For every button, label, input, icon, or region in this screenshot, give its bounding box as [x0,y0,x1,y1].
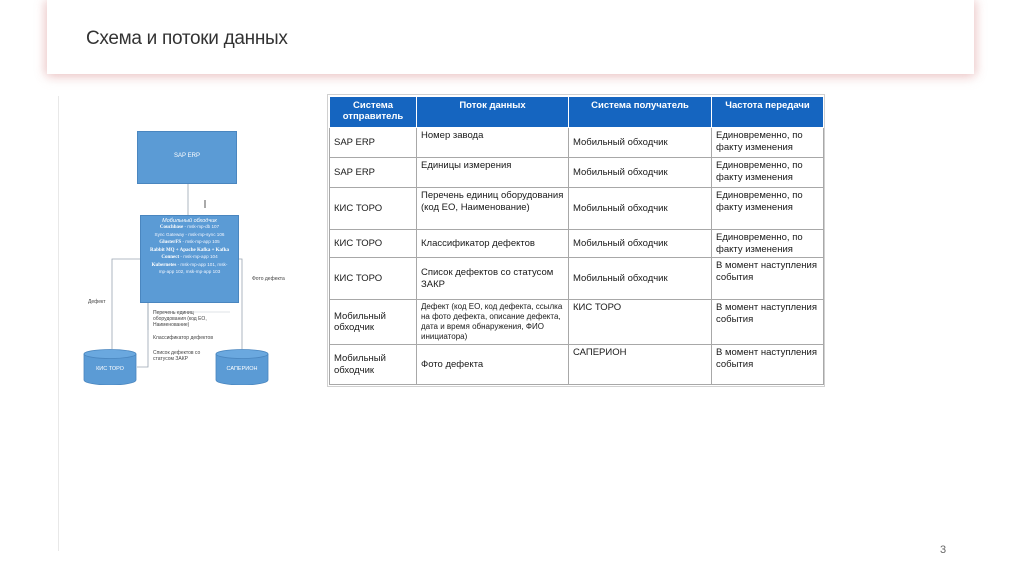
mobile-walker-box [140,215,239,303]
cell-frequency: В момент наступления события [712,300,824,345]
annotation-classifier: Классификатор дефектов [153,335,213,341]
cell-flow: Фото дефекта [417,345,569,385]
cell-sender: SAP ERP [330,158,417,188]
kis-toro-label: КИС ТОРО [96,366,124,372]
header-flow: Поток данных [417,97,569,128]
table-header-row [330,97,824,128]
server-name: Connect [161,255,180,260]
server-line [141,254,238,262]
mobile-walker-title: Мобильный обходчик [162,218,217,224]
data-flow-table-container [329,96,829,387]
cell-flow: Единицы измерения [417,158,569,188]
sap-erp-label: SAP ERP [174,153,200,159]
page-number: 3 [940,544,947,556]
cell-frequency: Единовременно, по факту изменения [712,128,824,158]
kis-toro-database [83,349,137,385]
server-line [141,239,238,247]
slide-title: Схема и потоки данных [86,28,288,49]
server-host: - msk-mp-app 105 [181,239,220,244]
cell-sender: Мобильный обходчик [330,300,417,345]
mobile-walker-server-list [141,224,238,277]
cell-flow: Список дефектов со статусом ЗАКР [417,258,569,300]
cell-sender: КИС ТОРО [330,230,417,258]
sap-erp-box [137,131,237,184]
annotation-defect-list: Список дефектов со статусом ЗАКР [153,350,201,362]
cell-flow: Классификатор дефектов [417,230,569,258]
server-line [141,269,238,277]
server-line [141,247,238,255]
defect-flow-label: Дефект [88,299,106,305]
cell-sender: SAP ERP [330,128,417,158]
cell-flow: Дефект (код ЕО, код дефекта, ссылка на фото дефекта, описание дефекта, дата и время обнаружения, ФИО инициатора) [417,300,569,345]
header-frequency: Частота передачи [712,97,824,128]
cell-receiver: Мобильный обходчик [569,188,712,230]
cell-frequency: В момент наступления события [712,345,824,385]
server-host: - msk-mp-db 107 [183,224,220,229]
cell-receiver: Мобильный обходчик [569,230,712,258]
server-name: Rabbit MQ + Apache Kafka + Kafka [149,247,230,253]
server-line [141,262,238,270]
data-flow-table [329,96,824,385]
table-row [330,188,824,230]
table-row [330,345,824,385]
cell-sender: КИС ТОРО [330,258,417,300]
header-sender: Система отправитель [330,97,417,128]
server-line [141,224,238,232]
cell-receiver: КИС ТОРО [569,300,712,345]
table-row [330,300,824,345]
table-row [330,158,824,188]
cell-frequency: Единовременно, по факту изменения [712,230,824,258]
cell-frequency: Единовременно, по факту изменения [712,158,824,188]
cell-receiver: Мобильный обходчик [569,258,712,300]
server-name: Couchbase [159,225,184,230]
server-host: - msk-mp-app 104 [179,254,218,259]
cell-sender: КИС ТОРО [330,188,417,230]
saperion-label: САПЕРИОН [226,366,258,372]
server-line [141,232,238,240]
server-name: Kubernetes [151,262,177,268]
annotation-units: Перечень единиц оборудования (код ЕО, Наименование) [153,310,207,328]
server-name: GlusterFS [159,240,182,245]
cell-sender: Мобильный обходчик [330,345,417,385]
cell-frequency: Единовременно, по факту изменения [712,188,824,230]
saperion-database [215,349,269,385]
server-host: - msk-mp-app 101, msk- [176,261,228,267]
server-host: mp-app 102, msk-mp-app 103 [158,269,221,274]
server-host: Sync Gateway - msk-mp-sync 106 [154,231,225,237]
table-row [330,230,824,258]
photo-flow-label: Фото дефекта [252,276,285,282]
table-row [330,258,824,300]
cell-flow: Перечень единиц оборудования (код ЕО, Наименование) [417,188,569,230]
cell-receiver: Мобильный обходчик [569,158,712,188]
table-row [330,128,824,158]
header-receiver: Система получатель [569,97,712,128]
cell-frequency: В момент наступления события [712,258,824,300]
cell-receiver: САПЕРИОН [569,345,712,385]
cell-receiver: Мобильный обходчик [569,128,712,158]
cell-flow: Номер завода [417,128,569,158]
